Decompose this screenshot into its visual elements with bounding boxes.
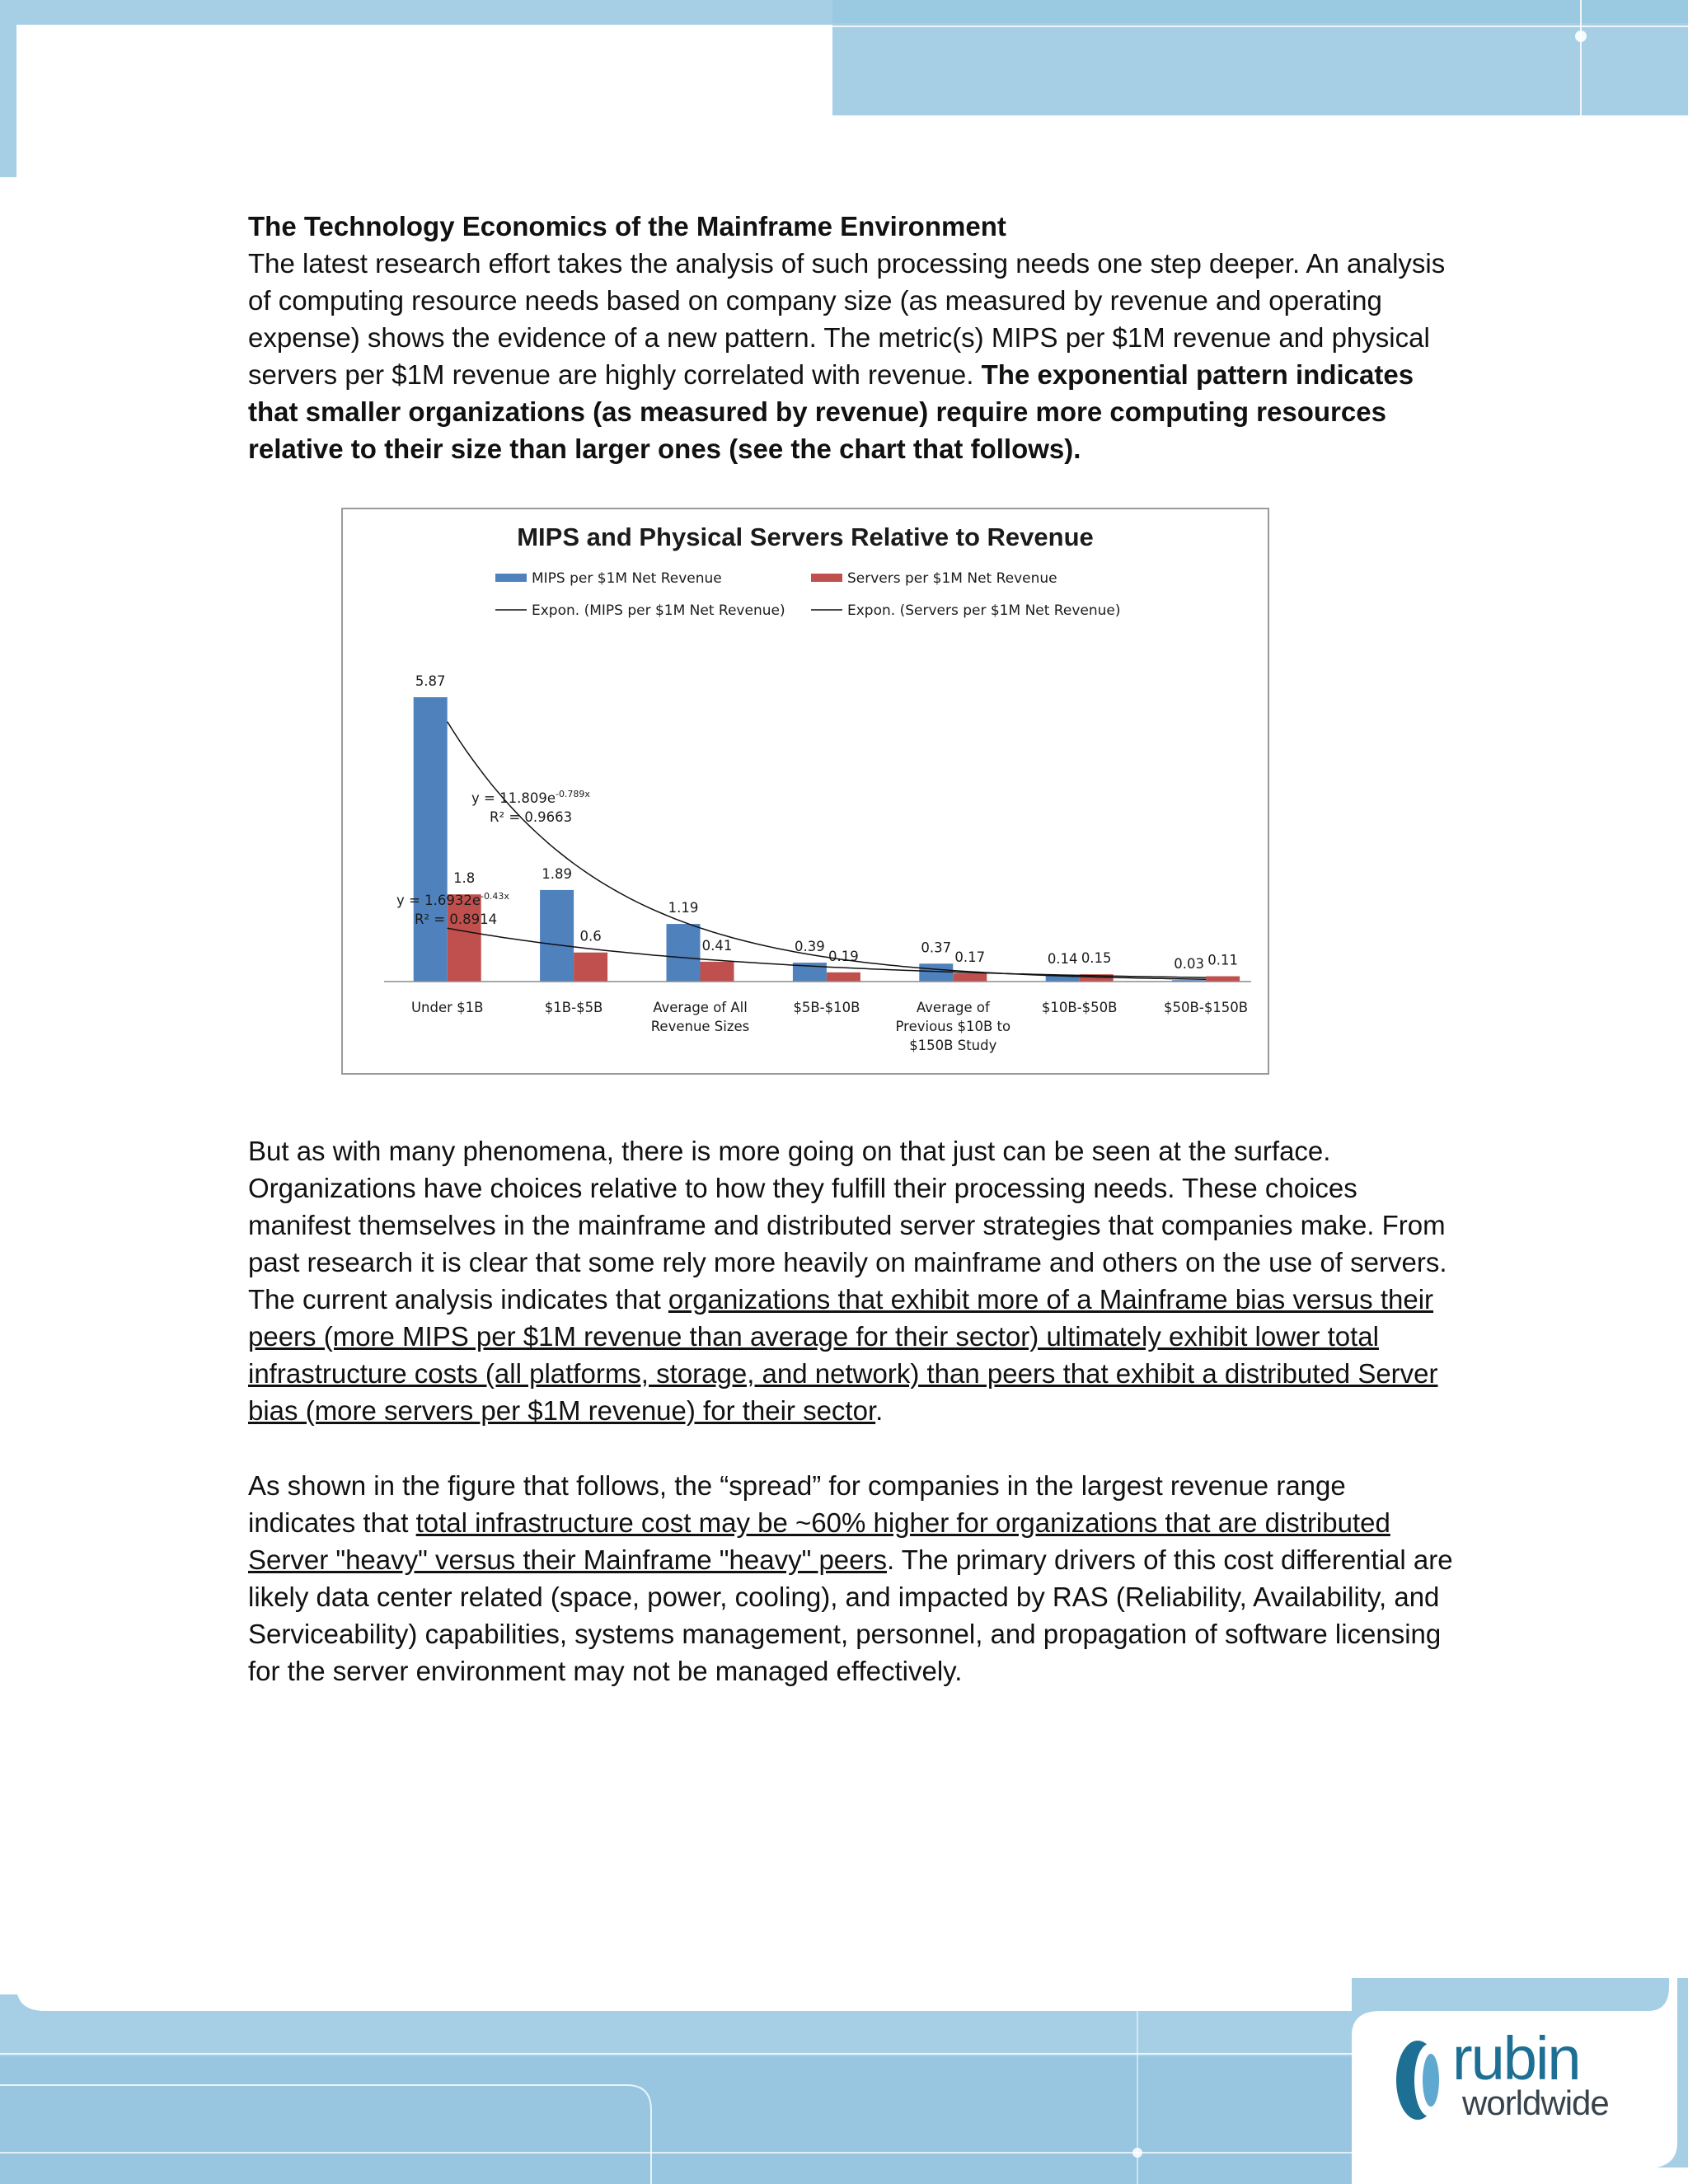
mips-value-label-6: 0.03 [1174, 956, 1204, 972]
mips-trend-equation: $y = 11.809e^{-0.789x}$ [471, 789, 590, 806]
mips-value-label-2: 1.19 [668, 900, 699, 916]
legend-swatch-servers [811, 574, 842, 582]
intro-text: The latest research effort takes the analysis of such processing needs one step deeper. An analysis of computing resource needs based on company size (as measured by revenue and operating expense) shows the evidence of a new pattern. The metric(s) MIPS per $1M revenue and physical servers per $1M revenue are highly correlated with revenue. [248, 248, 1446, 390]
section-heading: The Technology Economics of the Mainframe Environment [248, 211, 1006, 241]
legend-label-mips: MIPS per $1M Net Revenue [532, 570, 722, 587]
legend-label-servers-trend: Expon. (Servers per $1M Net Revenue) [847, 602, 1121, 619]
paragraph-2-text [248, 1132, 1460, 1429]
intro-paragraph [248, 245, 1460, 467]
intro-bold-text: The exponential pattern indicates that smaller organizations (as measured by revenue) require more computing resources relative to their size than larger ones (see the chart that follows). [248, 359, 1414, 464]
category-label-2-1: Revenue Sizes [650, 1019, 750, 1034]
servers-bar-1 [574, 953, 607, 982]
paragraph-mainframe-bias [248, 1132, 1460, 1429]
servers-value-label-2: 0.41 [701, 937, 733, 954]
logo-wordmark: rubin [1452, 2024, 1580, 2093]
chart-frame [341, 508, 1269, 1075]
logo-mark-icon [1393, 2035, 1451, 2125]
para3-text: As shown in the figure that follows, the “spread” for companies in the largest revenue range indicates that [248, 1470, 1346, 1538]
chart-title: MIPS and Physical Servers Relative to Revenue [517, 523, 1094, 551]
servers-value-label-6: 0.11 [1207, 952, 1238, 968]
legend-label-servers: Servers per $1M Net Revenue [847, 570, 1057, 587]
mips-value-label-5: 0.14 [1047, 950, 1078, 967]
paragraph-3-text [248, 1467, 1460, 1690]
logo-subtitle: worldwide [1462, 2083, 1609, 2122]
mips-bar-0 [414, 697, 448, 982]
mips-value-label-0: 5.87 [415, 673, 446, 689]
servers-bar-6 [1206, 977, 1240, 982]
para3-tail: . The primary drivers of this cost differential are likely data center related (space, power, cooling), and impacted by RAS (Reliability, Availability, and Serviceability) capabilities, systems management, personnel, and propagation of software licensing for the server environment may not be managed effectively. [248, 1544, 1453, 1686]
mips-value-label-1: 1.89 [542, 865, 572, 882]
header-band [0, 0, 1688, 177]
mips-value-label-4: 0.37 [921, 940, 952, 956]
servers-bar-4 [953, 973, 987, 982]
para2-tail: . [875, 1395, 884, 1426]
servers-value-label-5: 0.15 [1081, 950, 1112, 967]
category-label-6-0: $50B-$150B [1164, 1000, 1249, 1015]
category-label-0-0: Under $1B [410, 1000, 484, 1015]
servers-bar-2 [701, 962, 734, 982]
category-label-4-0: Average of [916, 1000, 990, 1015]
category-label-1-0: $1B-$5B [544, 1000, 603, 1015]
legend-label-mips-trend: Expon. (MIPS per $1M Net Revenue) [532, 602, 785, 619]
mips-servers-chart [343, 509, 1268, 1073]
mips-bar-1 [540, 890, 574, 982]
servers-trend-r2: R² = 0.8914 [415, 912, 498, 927]
legend-swatch-mips [495, 574, 527, 582]
paragraph-cost-spread [248, 1467, 1460, 1690]
category-label-5-0: $10B-$50B [1041, 1000, 1118, 1015]
mips-bar-2 [667, 924, 701, 982]
mips-value-label-3: 0.39 [795, 939, 825, 955]
rubin-worldwide-logo [1393, 2024, 1624, 2130]
servers-value-label-4: 0.17 [954, 949, 986, 966]
servers-value-label-3: 0.19 [828, 948, 859, 964]
category-label-4-2: $150B Study [909, 1038, 997, 1053]
intro-section [248, 208, 1460, 467]
mips-trend-r2: R² = 0.9663 [490, 809, 573, 825]
servers-bar-3 [827, 972, 860, 982]
para2-underlined: organizations that exhibit more of a Mainframe bias versus their peers (more MIPS per $1M revenue than average for their sector) ultimately exhibit lower total infrastructure costs (all platforms, storage, and network) than peers that exhibit a distributed Server bias (more servers per $1M revenue) for their sector [248, 1284, 1438, 1426]
category-label-3-0: $5B-$10B [793, 1000, 860, 1015]
category-label-2-0: Average of All [653, 1000, 748, 1015]
servers-trend-equation: $y = 1.6932e^{-0.43x}$ [396, 891, 509, 908]
para3-underlined: total infrastructure cost may be ~60% higher for organizations that are distributed Server "heavy" versus their Mainframe "heavy" peers [248, 1507, 1390, 1575]
category-label-4-1: Previous $10B to [895, 1019, 1011, 1034]
mips-bar-4 [919, 963, 953, 982]
para2-text: But as with many phenomena, there is more going on that just can be seen at the surface. Organizations have choices relative to how they fulfill their processing needs. These choices manifest themselves in the mainframe and distributed server strategies that companies make. From past research it is clear that some rely more heavily on mainframe and others on the use of servers. The current analysis indicates that [248, 1136, 1447, 1315]
servers-value-label-0: 1.8 [453, 870, 476, 887]
servers-value-label-1: 0.6 [579, 928, 602, 944]
